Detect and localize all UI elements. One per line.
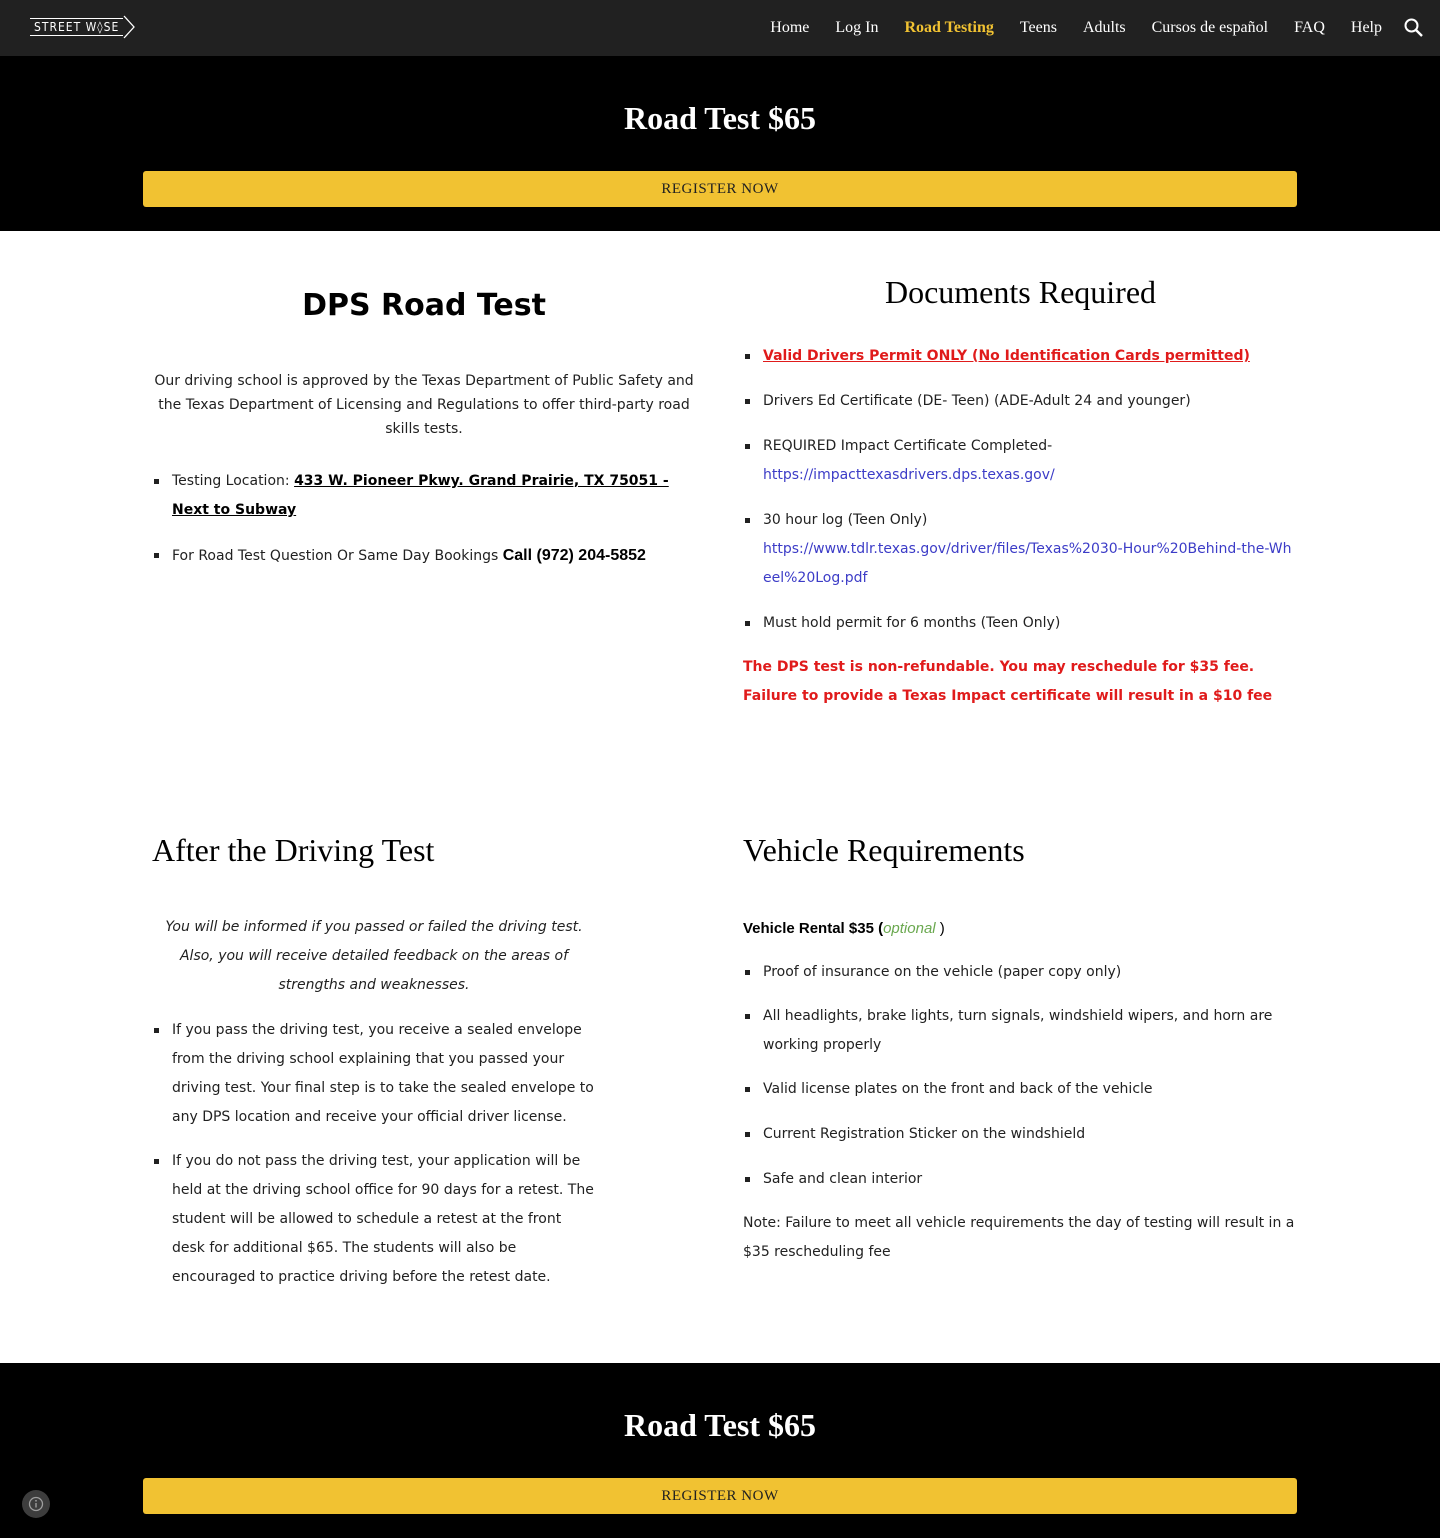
- list-item: Testing Location: 433 W. Pioneer Pkwy. Grand Prairie, TX 75051 - Next to Subway: [152, 467, 696, 525]
- nav-link-help[interactable]: Help: [1350, 19, 1382, 36]
- list-item: If you do not pass the driving test, your application will be held at the driving school office for 90 days for a retest. The student will be allowed to schedule a retest at the front desk for additional $65. The students will also be encouraged to practice driving before the retest date.: [152, 1147, 596, 1292]
- list-item: Proof of insurance on the vehicle (paper copy only): [743, 958, 1298, 987]
- street-wise-logo[interactable]: [30, 14, 135, 40]
- dps-road-test-heading: DPS Road Test: [302, 288, 546, 323]
- list-item: Drivers Ed Certificate (DE- Teen) (ADE-Adult 24 and younger): [743, 387, 1298, 416]
- nav-link-log-in[interactable]: Log In: [835, 19, 879, 36]
- nav-link-road-testing[interactable]: Road Testing: [904, 19, 994, 36]
- documents-required-heading: Documents Required: [884, 274, 1157, 310]
- logo-arrow-icon: [123, 15, 135, 39]
- list-item: Current Registration Sticker on the windshield: [743, 1120, 1298, 1149]
- search-icon[interactable]: [1402, 16, 1426, 40]
- nav-link-teens[interactable]: Teens: [1019, 19, 1057, 36]
- list-item: Valid license plates on the front and back of the vehicle: [743, 1075, 1298, 1104]
- list-item: All headlights, brake lights, turn signals, windshield wipers, and horn are working properly: [743, 1002, 1298, 1060]
- nav-link-cursos-de-espanol[interactable]: Cursos de español: [1151, 19, 1269, 36]
- phone-number: Call (972) 204-5852: [502, 547, 646, 564]
- refund-policy-note: The DPS test is non-refundable. You may reschedule for $35 fee. Failure to provide a Texas Impact certificate will result in a $10 fee: [743, 659, 1273, 704]
- list-item: For Road Test Question Or Same Day Bookings Call (972) 204-5852: [152, 541, 696, 571]
- list-item: 30 hour log (Teen Only) https://www.tdlr.texas.gov/driver/files/Texas%2030-Hour%20Behind-the-Wheel%20Log.pdf: [743, 506, 1298, 593]
- testing-location-link[interactable]: 433 W. Pioneer Pkwy. Grand Prairie, TX 75051 - Next to Subway: [172, 473, 669, 518]
- vehicle-note: Note: Failure to meet all vehicle requirements the day of testing will result in a $35 rescheduling fee: [743, 1215, 1295, 1260]
- vehicle-rental-line: Vehicle Rental $35 (optional ): [743, 920, 945, 937]
- impact-certificate-link[interactable]: https://impacttexasdrivers.dps.texas.gov/: [763, 467, 1055, 483]
- hero-banner-bottom: [0, 1363, 1440, 1538]
- documents-required-section: [743, 274, 1298, 711]
- documents-list: [743, 342, 1298, 638]
- logo-text: STREET W◊SE: [30, 18, 123, 36]
- hero-banner-top: [0, 56, 1440, 231]
- dps-road-test-section: [152, 288, 696, 571]
- nav-link-faq[interactable]: FAQ: [1294, 19, 1325, 36]
- nav-link-home[interactable]: Home: [770, 19, 810, 36]
- hero-title-bottom: Road Test $65: [623, 1407, 817, 1443]
- hero-title: Road Test $65: [623, 100, 817, 136]
- nav-links: [744, 0, 1382, 56]
- after-driving-test-heading: After the Driving Test: [152, 832, 435, 868]
- after-test-intro: You will be informed if you passed or failed the driving test. Also, you will receive detailed feedback on the areas of strengths and weaknesses.: [165, 919, 583, 993]
- dps-info-list: [152, 467, 696, 571]
- vehicle-requirements-heading: Vehicle Requirements: [743, 832, 1025, 868]
- thirty-hour-log-link[interactable]: https://www.tdlr.texas.gov/driver/files/Texas%2030-Hour%20Behind-the-Wheel%20Log.pdf: [763, 541, 1292, 586]
- vehicle-requirements-section: [743, 832, 1298, 1267]
- register-now-button[interactable]: REGISTER NOW: [143, 171, 1297, 207]
- info-icon[interactable]: [22, 1490, 50, 1518]
- after-test-list: [152, 1016, 596, 1292]
- vehicle-requirements-list: [743, 958, 1298, 1194]
- list-item: REQUIRED Impact Certificate Completed- https://impacttexasdrivers.dps.texas.gov/: [743, 432, 1298, 490]
- list-item: Must hold permit for 6 months (Teen Only): [743, 609, 1298, 638]
- list-item: If you pass the driving test, you receive a sealed envelope from the driving school explaining that you passed your driving test. Your final step is to take the sealed envelope to any DPS location and receive your official driver license.: [152, 1016, 596, 1132]
- list-item: [743, 342, 1298, 371]
- optional-label: optional: [883, 920, 936, 937]
- valid-permit-link[interactable]: Valid Drivers Permit ONLY (No Identification Cards permitted): [763, 348, 1250, 364]
- dps-intro-text: Our driving school is approved by the Texas Department of Public Safety and the Texas Department of Licensing and Regulations to offer third-party road skills tests.: [154, 373, 694, 437]
- nav-link-adults[interactable]: Adults: [1082, 19, 1126, 36]
- after-driving-test-section: [152, 832, 596, 1292]
- register-now-button-bottom[interactable]: REGISTER NOW: [143, 1478, 1297, 1514]
- list-item: Safe and clean interior: [743, 1165, 1298, 1194]
- top-navigation-bar: [0, 0, 1440, 56]
